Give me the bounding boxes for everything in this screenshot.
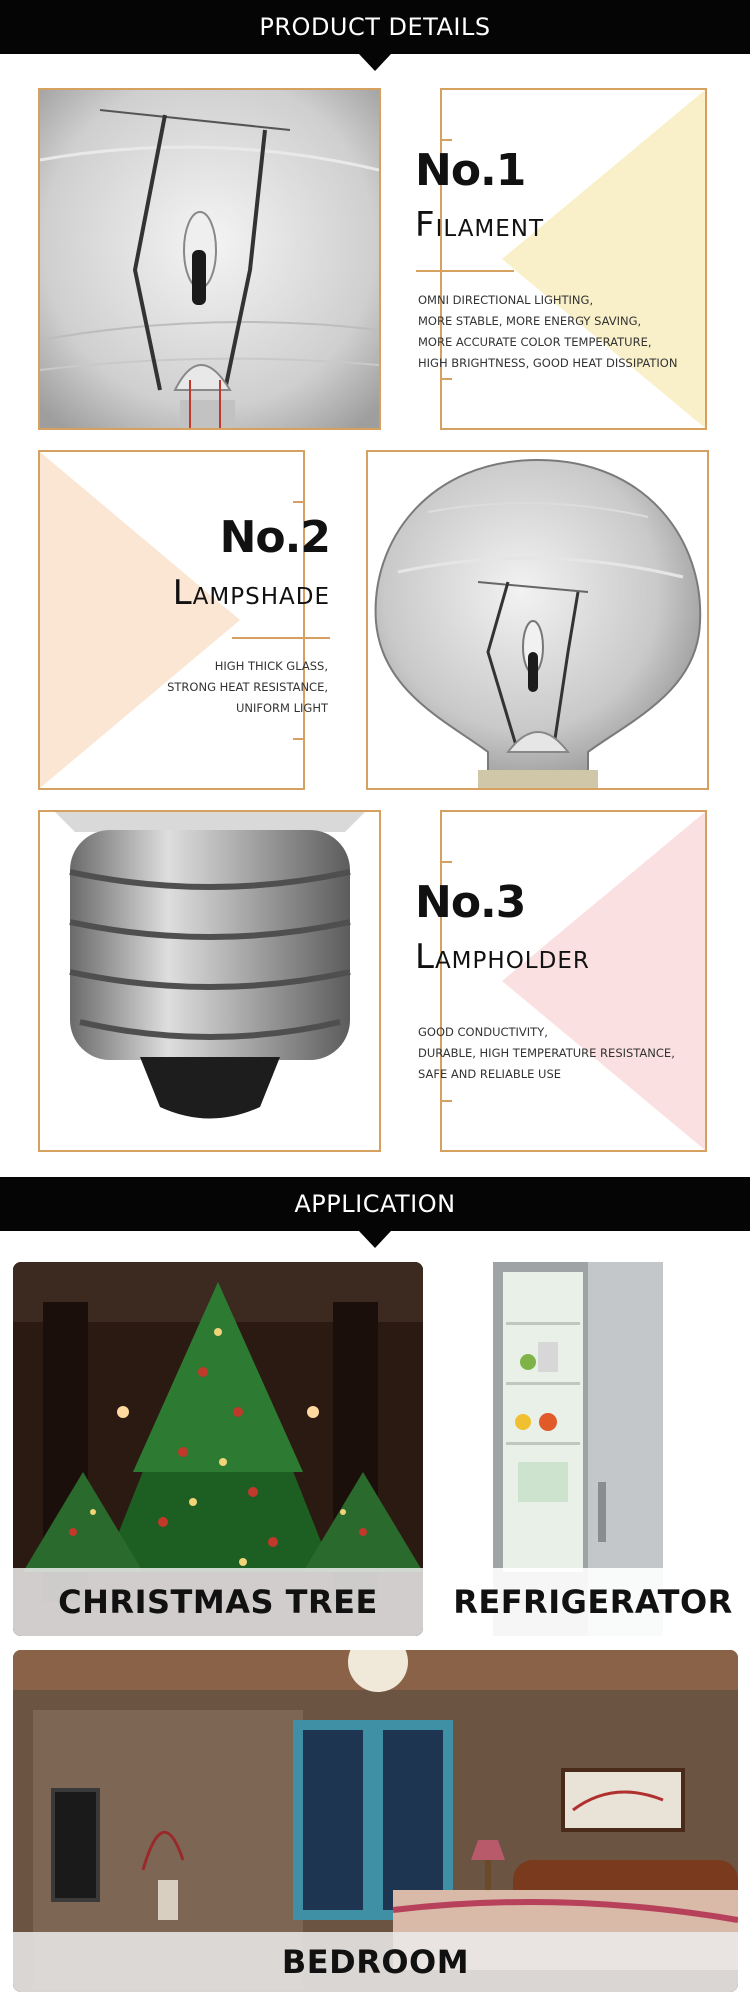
product-details-title: PRODUCT DETAILS (259, 13, 491, 41)
filament-closeup-icon (40, 90, 379, 428)
filament-bracket-top (440, 88, 442, 140)
refrigerator-label-band (448, 1568, 738, 1636)
header-notch (359, 54, 391, 71)
lampholder-title-rest: AMPHOLDER (434, 948, 590, 974)
lampholder-title-initial: L (415, 937, 435, 977)
filament-desc-line: OMNI DIRECTIONAL LIGHTING, (418, 293, 594, 307)
lampholder-description (418, 1022, 675, 1085)
filament-number: No.1 (415, 145, 526, 196)
lampshade-number: No.2 (219, 512, 330, 563)
lampshade-desc-line: HIGH THICK GLASS, (214, 659, 328, 673)
filament-bracket-bottom (440, 378, 442, 430)
lampshade-bracket-top-foot (293, 501, 305, 503)
filament-bracket-bottom-foot (440, 378, 452, 380)
lampholder-accent-triangle (442, 812, 705, 1150)
application-bedroom (13, 1650, 738, 1992)
lampholder-desc-line: GOOD CONDUCTIVITY, (418, 1025, 548, 1039)
lampshade-title-rest: AMPSHADE (192, 584, 330, 610)
bedroom-label: BEDROOM (281, 1943, 470, 1981)
lampshade-rule (232, 637, 330, 639)
christmas-tree-label-band (13, 1568, 423, 1636)
filament-photo (38, 88, 381, 430)
application-title: APPLICATION (294, 1190, 456, 1218)
header-notch (359, 1231, 391, 1248)
lampholder-number: No.3 (415, 877, 526, 928)
filament-info-card (440, 88, 707, 430)
filament-rule (416, 270, 514, 272)
lampholder-title (415, 937, 590, 977)
refrigerator-label: REFRIGERATOR (453, 1583, 733, 1621)
lampholder-bracket-top-foot (440, 861, 452, 863)
lampholder-desc-line: SAFE AND RELIABLE USE (418, 1067, 562, 1081)
application-refrigerator (448, 1262, 738, 1636)
application-header (0, 1177, 750, 1231)
filament-bracket-top-foot (440, 139, 452, 141)
bedroom-label-band (13, 1932, 738, 1992)
application-christmas-tree (13, 1262, 423, 1636)
lampshade-bracket-bottom-foot (293, 738, 305, 740)
lampholder-info-card (440, 810, 707, 1152)
lampholder-desc-line: DURABLE, HIGH TEMPERATURE RESISTANCE, (418, 1046, 675, 1060)
lampshade-desc-line: STRONG HEAT RESISTANCE, (167, 680, 328, 694)
lampholder-bracket-top (440, 810, 442, 862)
lampshade-title-initial: L (172, 573, 193, 613)
lampshade-photo (366, 450, 709, 790)
filament-description (418, 290, 677, 374)
lampholder-bracket-bottom-foot (440, 1100, 452, 1102)
lampshade-title (173, 573, 330, 613)
lampshade-bracket-bottom (303, 738, 305, 790)
filament-title-rest: ILAMENT (435, 216, 545, 242)
lampholder-photo (38, 810, 381, 1152)
screw-base-icon (40, 812, 379, 1150)
filament-accent-triangle (442, 90, 705, 428)
lampholder-bracket-bottom (440, 1100, 442, 1152)
filament-desc-line: HIGH BRIGHTNESS, GOOD HEAT DISSIPATION (418, 356, 678, 370)
filament-title (415, 205, 544, 245)
filament-desc-line: MORE STABLE, MORE ENERGY SAVING, (418, 314, 642, 328)
christmas-tree-label: CHRISTMAS TREE (58, 1583, 378, 1621)
lampshade-info-card (38, 450, 305, 790)
product-details-header (0, 0, 750, 54)
light-bulb-icon (368, 452, 707, 788)
filament-title-initial: F (415, 205, 436, 245)
lampshade-bracket-top (303, 450, 305, 502)
lampshade-accent-triangle (40, 452, 303, 788)
filament-desc-line: MORE ACCURATE COLOR TEMPERATURE, (418, 335, 652, 349)
lampshade-description (167, 656, 328, 719)
lampshade-desc-line: UNIFORM LIGHT (235, 701, 328, 715)
